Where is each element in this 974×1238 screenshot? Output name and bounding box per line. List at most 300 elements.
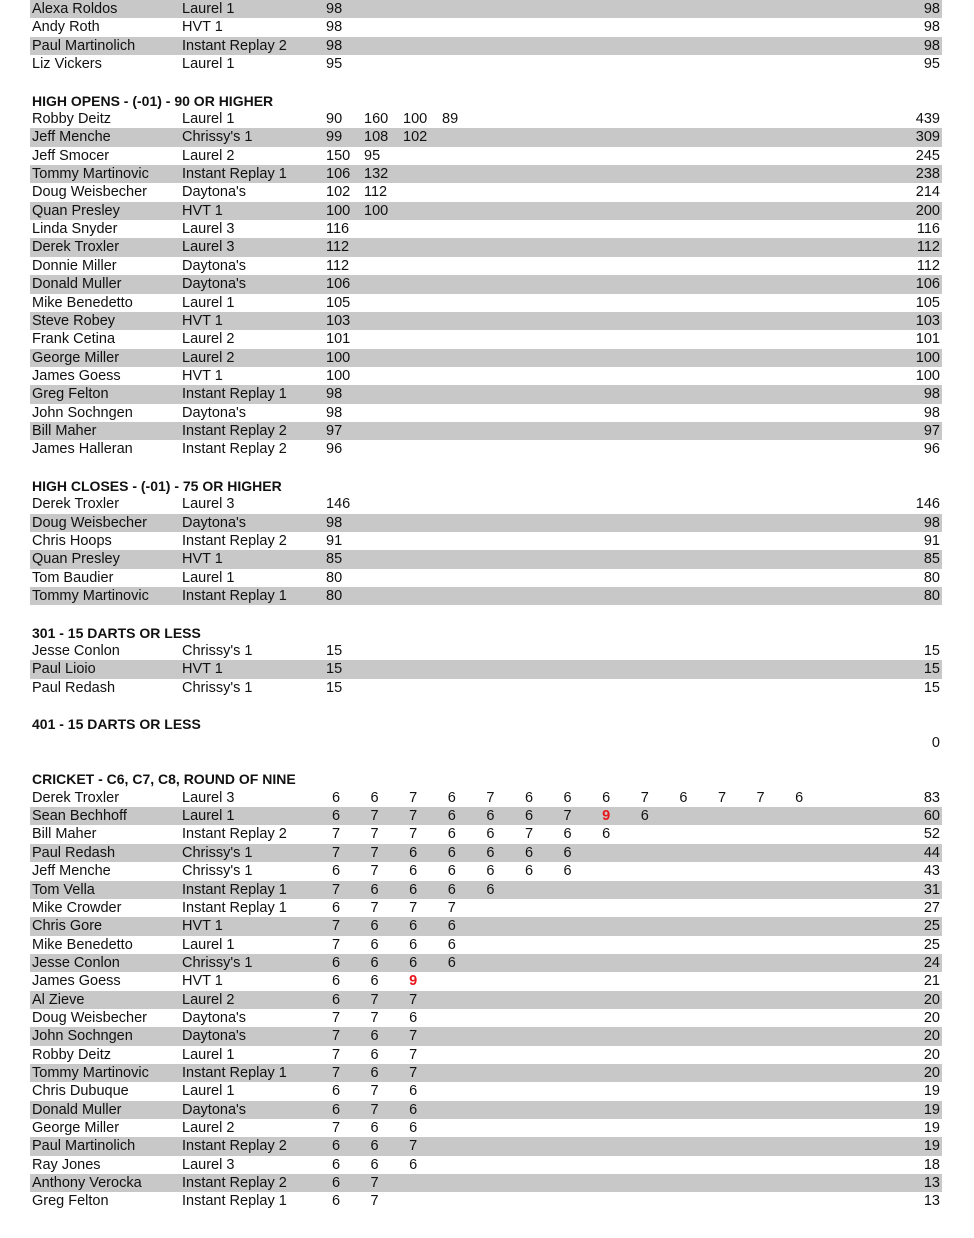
table-row: [30, 367, 942, 385]
row-total: 15: [923, 679, 940, 696]
score-cell: 6: [370, 936, 379, 953]
player-name: Jeff Smocer: [32, 147, 110, 164]
table-row: [30, 1137, 942, 1155]
team-name: Daytona's: [182, 276, 247, 293]
player-name: Quan Presley: [32, 202, 120, 219]
table-row: [30, 991, 942, 1009]
team-name: Laurel 3: [182, 1156, 235, 1173]
score-cell: 6: [563, 789, 572, 806]
score-cell: 6: [409, 1119, 418, 1136]
score-cell: 6: [370, 881, 379, 898]
table-row: [30, 312, 942, 330]
player-name: Sean Bechhoff: [32, 808, 127, 825]
player-name: Paul Martinolich: [32, 37, 136, 54]
table-row: [30, 642, 942, 660]
player-name: Doug Weisbecher: [32, 514, 147, 531]
player-name: Donald Muller: [32, 1101, 122, 1118]
table-row: [30, 569, 942, 587]
score-cell: 6: [370, 1138, 379, 1155]
player-name: James Halleran: [32, 441, 133, 458]
team-name: Instant Replay 2: [182, 826, 287, 843]
team-name: Laurel 1: [182, 111, 235, 128]
high-closes-section: [30, 495, 942, 605]
row-total: 106: [915, 276, 940, 293]
player-name: Tommy Martinovic: [32, 1064, 149, 1081]
player-name: Donald Muller: [32, 276, 122, 293]
score-cell: 6: [331, 789, 341, 806]
team-name: HVT 1: [182, 202, 223, 219]
row-total: 20: [923, 1028, 940, 1045]
team-name: Laurel 1: [182, 569, 235, 586]
cricket-heading: CRICKET - C6, C7, C8, ROUND OF NINE: [32, 771, 296, 788]
team-name: HVT 1: [182, 551, 223, 568]
score-cell: 6: [447, 789, 456, 806]
team-name: Instant Replay 1: [182, 899, 287, 916]
table-row: [30, 679, 942, 697]
score-cell: 7: [370, 1175, 379, 1191]
score-cell: 6: [447, 936, 456, 953]
team-name: HVT 1: [182, 973, 223, 990]
team-name: Laurel 1: [182, 808, 235, 825]
score-cell: 98: [326, 386, 343, 403]
team-name: Daytona's: [182, 514, 247, 531]
row-total: 20: [923, 1046, 940, 1063]
high-opens-heading: HIGH OPENS - (-01) - 90 OR HIGHER: [32, 92, 274, 109]
player-name: Steve Robey: [32, 312, 116, 329]
score-cell: 146: [326, 496, 351, 513]
table-row: [30, 844, 942, 862]
score-cell: 98: [326, 514, 343, 531]
score-cell: 7: [331, 1119, 341, 1136]
score-cell: 101: [326, 331, 351, 348]
score-cell: 6: [409, 863, 418, 880]
top-rows-section: [30, 0, 942, 73]
player-name: John Sochngen: [32, 404, 133, 421]
score-cell: 6: [563, 863, 572, 880]
score-cell: 6: [331, 863, 341, 880]
table-row: [30, 238, 942, 256]
score-cell: 6: [486, 826, 495, 843]
row-total: 21: [923, 973, 940, 990]
score-cell: 6: [331, 973, 341, 990]
row-total: 19: [923, 1083, 940, 1100]
table-row: [30, 1101, 942, 1119]
score-cell: 100: [326, 367, 351, 384]
score-cell: 6: [563, 844, 572, 861]
row-total: 15: [923, 661, 940, 678]
section-gap: [30, 697, 942, 715]
player-name: Chris Dubuque: [32, 1083, 129, 1100]
table-row: [30, 165, 942, 183]
score-cell: 106: [326, 166, 351, 183]
score-cell: 106: [326, 276, 351, 293]
score-cell: 6: [331, 1175, 341, 1191]
score-cell: 6: [409, 1101, 418, 1118]
team-name: Laurel 3: [182, 496, 235, 513]
row-total: 101: [915, 331, 940, 348]
player-name: Liz Vickers: [32, 56, 102, 73]
score-cell: 7: [640, 789, 649, 806]
team-name: Instant Replay 2: [182, 422, 287, 439]
score-cell: 6: [370, 1064, 379, 1081]
row-total: 98: [923, 514, 940, 531]
row-total: 18: [923, 1156, 940, 1173]
score-cell: 89: [442, 111, 459, 128]
darts-401-heading: 401 - 15 DARTS OR LESS: [32, 716, 201, 733]
player-name: Greg Felton: [32, 386, 109, 403]
score-cell: 6: [370, 918, 379, 935]
score-cell: 6: [331, 808, 341, 825]
table-row: [30, 440, 942, 458]
table-row: [30, 825, 942, 843]
score-cell: 6: [370, 973, 379, 990]
table-row: [30, 37, 942, 55]
table-row: [30, 422, 942, 440]
score-cell: 100: [403, 111, 428, 128]
score-cell: 6: [524, 808, 534, 825]
row-total: 98: [923, 37, 940, 54]
row-total: 80: [923, 588, 940, 604]
score-cell: 9: [409, 973, 418, 990]
table-row: [30, 789, 942, 807]
player-name: John Sochngen: [32, 1028, 133, 1045]
table-row: [30, 110, 942, 128]
score-cell: 6: [370, 789, 379, 806]
team-name: Laurel 1: [182, 936, 235, 953]
table-row: [30, 954, 942, 972]
score-cell: 100: [326, 349, 351, 366]
table-row: [30, 862, 942, 880]
player-name: Jeff Menche: [32, 863, 111, 880]
row-total: 439: [915, 111, 940, 128]
score-cell: 105: [326, 294, 351, 311]
score-cell: 96: [326, 441, 343, 458]
score-cell: 150: [326, 147, 351, 164]
row-total: 25: [923, 918, 940, 935]
score-cell: 98: [326, 37, 343, 54]
player-name: Mike Benedetto: [32, 294, 133, 311]
score-cell: 7: [331, 826, 341, 843]
score-cell: 100: [326, 202, 351, 219]
score-cell: 102: [326, 184, 351, 201]
row-total: 112: [916, 239, 940, 256]
row-total: 19: [923, 1119, 940, 1136]
score-cell: 7: [331, 1028, 341, 1045]
score-cell: 91: [326, 532, 343, 549]
team-name: Instant Replay 1: [182, 881, 287, 898]
score-cell: 6: [795, 789, 804, 806]
score-cell: 7: [409, 1046, 418, 1063]
team-name: Chrissy's 1: [182, 863, 253, 880]
table-row: [30, 936, 942, 954]
row-total: 43: [923, 863, 940, 880]
player-name: Linda Snyder: [32, 221, 118, 238]
score-cell: 7: [409, 991, 418, 1008]
cricket-section: [30, 789, 942, 1211]
score-cell: 6: [679, 789, 688, 806]
row-total: 52: [923, 826, 940, 843]
row-total: 112: [916, 257, 940, 274]
player-name: Anthony Verocka: [32, 1175, 142, 1191]
team-name: Laurel 1: [182, 294, 235, 311]
score-cell: 7: [486, 789, 495, 806]
darts-401-total: 0: [931, 734, 940, 751]
player-name: Paul Lioio: [32, 661, 96, 678]
table-row: [30, 660, 942, 678]
player-name: Derek Troxler: [32, 239, 120, 256]
player-name: James Goess: [32, 973, 121, 990]
row-total: 103: [915, 312, 940, 329]
team-name: Daytona's: [182, 1009, 247, 1026]
team-name: Instant Replay 1: [182, 588, 287, 604]
score-cell: 7: [370, 826, 379, 843]
team-name: Daytona's: [182, 184, 247, 201]
row-total: 83: [923, 789, 940, 806]
player-name: Ray Jones: [32, 1156, 101, 1173]
row-total: 80: [923, 569, 940, 586]
row-total: 116: [916, 221, 940, 238]
high-opens-section: [30, 110, 942, 459]
score-cell: 6: [409, 936, 418, 953]
player-name: Tom Baudier: [32, 569, 114, 586]
row-total: 146: [915, 496, 940, 513]
score-cell: 6: [447, 826, 456, 843]
player-name: Bill Maher: [32, 826, 97, 843]
row-total: 98: [923, 19, 940, 36]
team-name: Instant Replay 1: [182, 166, 287, 183]
player-name: Bill Maher: [32, 422, 97, 439]
score-cell: 7: [409, 1028, 418, 1045]
player-name: Andy Roth: [32, 19, 100, 36]
team-name: Instant Replay 1: [182, 386, 287, 403]
score-cell: 7: [331, 1009, 341, 1026]
row-total: 98: [923, 404, 940, 421]
player-name: Tom Vella: [32, 881, 95, 898]
player-name: Derek Troxler: [32, 789, 120, 806]
score-cell: 6: [524, 844, 534, 861]
player-name: George Miller: [32, 349, 120, 366]
table-row: [30, 1192, 942, 1210]
score-cell: 6: [447, 954, 456, 971]
section-gap: [30, 605, 942, 623]
score-cell: 6: [331, 1101, 341, 1118]
score-cell: 6: [331, 1138, 341, 1155]
score-cell: 7: [447, 899, 456, 916]
score-cell: 7: [409, 1064, 418, 1081]
player-name: Tommy Martinovic: [32, 166, 149, 183]
score-cell: 132: [364, 166, 389, 183]
score-cell: 7: [409, 789, 418, 806]
team-name: HVT 1: [182, 312, 223, 329]
table-row: [30, 385, 942, 403]
score-cell: 102: [403, 129, 428, 146]
score-cell: 6: [563, 826, 572, 843]
score-cell: 15: [326, 643, 343, 660]
table-row: [30, 917, 942, 935]
score-cell: 7: [563, 808, 572, 825]
row-total: 91: [923, 532, 940, 549]
player-name: Doug Weisbecher: [32, 1009, 147, 1026]
section-gap: [30, 73, 942, 91]
row-total: 96: [923, 441, 940, 458]
table-row: [30, 275, 942, 293]
player-name: Al Zieve: [32, 991, 85, 1008]
row-total: 25: [923, 936, 940, 953]
team-name: Laurel 3: [182, 789, 235, 806]
player-name: Paul Redash: [32, 844, 116, 861]
table-row: [30, 899, 942, 917]
score-cell: 6: [370, 1119, 379, 1136]
row-total: 214: [915, 184, 940, 201]
score-cell: 6: [409, 844, 418, 861]
table-row: [30, 55, 942, 73]
score-cell: 6: [409, 954, 418, 971]
score-cell: 7: [370, 863, 379, 880]
table-row: [30, 495, 942, 513]
score-cell: 7: [370, 1083, 379, 1100]
score-cell: 6: [602, 826, 611, 843]
score-cell: 7: [331, 844, 341, 861]
score-cell: 6: [331, 899, 341, 916]
score-cell: 6: [331, 1083, 341, 1100]
score-cell: 97: [326, 422, 343, 439]
score-cell: 6: [486, 863, 495, 880]
score-cell: 6: [331, 991, 341, 1008]
score-cell: 6: [524, 863, 534, 880]
row-total: 24: [923, 954, 940, 971]
team-name: Daytona's: [182, 257, 247, 274]
darts-401-total-row: [30, 734, 942, 752]
player-name: Donnie Miller: [32, 257, 117, 274]
score-cell: 6: [370, 954, 379, 971]
score-cell: 6: [409, 1083, 418, 1100]
table-row: [30, 128, 942, 146]
table-row: [30, 220, 942, 238]
player-name: Robby Deitz: [32, 111, 111, 128]
score-cell: 95: [326, 56, 343, 73]
stats-sheet: [30, 0, 942, 1211]
score-cell: 7: [370, 899, 379, 916]
score-cell: 6: [370, 1028, 379, 1045]
row-total: 200: [915, 202, 940, 219]
table-row: [30, 294, 942, 312]
score-cell: 112: [326, 239, 350, 256]
row-total: 95: [923, 56, 940, 73]
score-cell: 99: [326, 129, 343, 146]
score-cell: 6: [486, 808, 495, 825]
score-cell: 95: [364, 147, 381, 164]
team-name: HVT 1: [182, 367, 223, 384]
row-total: 31: [923, 881, 940, 898]
score-cell: 160: [364, 111, 389, 128]
table-row: [30, 349, 942, 367]
score-cell: 7: [409, 808, 418, 825]
table-row: [30, 807, 942, 825]
row-total: 238: [915, 166, 940, 183]
score-cell: 98: [326, 404, 343, 421]
table-row: [30, 1156, 942, 1174]
team-name: Instant Replay 2: [182, 37, 287, 54]
score-cell: 6: [640, 808, 649, 825]
team-name: Daytona's: [182, 1028, 247, 1045]
score-cell: 7: [409, 899, 418, 916]
team-name: Laurel 1: [182, 1083, 235, 1100]
score-cell: 6: [409, 1156, 418, 1173]
score-cell: 7: [409, 826, 418, 843]
team-name: Chrissy's 1: [182, 954, 253, 971]
table-row: [30, 1009, 942, 1027]
score-cell: 7: [331, 1064, 341, 1081]
high-closes-heading: HIGH CLOSES - (-01) - 75 OR HIGHER: [32, 477, 282, 494]
team-name: Chrissy's 1: [182, 129, 253, 146]
score-cell: 7: [370, 844, 379, 861]
darts-301-heading: 301 - 15 DARTS OR LESS: [32, 624, 201, 641]
score-cell: 7: [331, 918, 341, 935]
score-cell: 15: [326, 661, 343, 678]
row-total: 98: [923, 1, 940, 17]
section-gap: [30, 752, 942, 770]
team-name: Laurel 3: [182, 221, 235, 238]
row-total: 309: [915, 129, 940, 146]
table-row: [30, 532, 942, 550]
row-total: 19: [923, 1101, 940, 1118]
score-cell: 6: [602, 789, 611, 806]
player-name: Alexa Roldos: [32, 1, 118, 17]
player-name: Chris Gore: [32, 918, 103, 935]
darts-301-section: [30, 642, 942, 697]
player-name: Greg Felton: [32, 1193, 109, 1210]
score-cell: 6: [409, 1009, 418, 1026]
table-row: [30, 587, 942, 605]
score-cell: 98: [326, 1, 343, 17]
player-name: George Miller: [32, 1119, 120, 1136]
score-cell: 80: [326, 569, 343, 586]
score-cell: 6: [447, 881, 456, 898]
score-cell: 98: [326, 19, 343, 36]
score-cell: 7: [370, 991, 379, 1008]
team-name: Instant Replay 2: [182, 1175, 287, 1191]
team-name: Laurel 1: [182, 1, 235, 17]
team-name: Laurel 2: [182, 991, 235, 1008]
row-total: 44: [923, 844, 940, 861]
player-name: Paul Martinolich: [32, 1138, 136, 1155]
score-cell: 6: [331, 1156, 341, 1173]
table-row: [30, 202, 942, 220]
player-name: Chris Hoops: [32, 532, 112, 549]
score-cell: 7: [409, 1138, 418, 1155]
player-name: Jesse Conlon: [32, 954, 120, 971]
table-row: [30, 1064, 942, 1082]
row-total: 27: [923, 899, 940, 916]
table-row: [30, 147, 942, 165]
score-cell: 6: [409, 918, 418, 935]
team-name: Chrissy's 1: [182, 844, 253, 861]
table-row: [30, 881, 942, 899]
team-name: Laurel 2: [182, 1119, 235, 1136]
team-name: Laurel 2: [182, 147, 235, 164]
player-name: Quan Presley: [32, 551, 120, 568]
team-name: Daytona's: [182, 1101, 247, 1118]
player-name: Derek Troxler: [32, 496, 120, 513]
row-total: 100: [915, 349, 940, 366]
score-cell: 6: [331, 954, 341, 971]
table-row: [30, 1119, 942, 1137]
player-name: Jesse Conlon: [32, 643, 120, 660]
team-name: Instant Replay 2: [182, 532, 287, 549]
table-row: [30, 18, 942, 36]
row-total: 85: [923, 551, 940, 568]
table-row: [30, 1174, 942, 1192]
